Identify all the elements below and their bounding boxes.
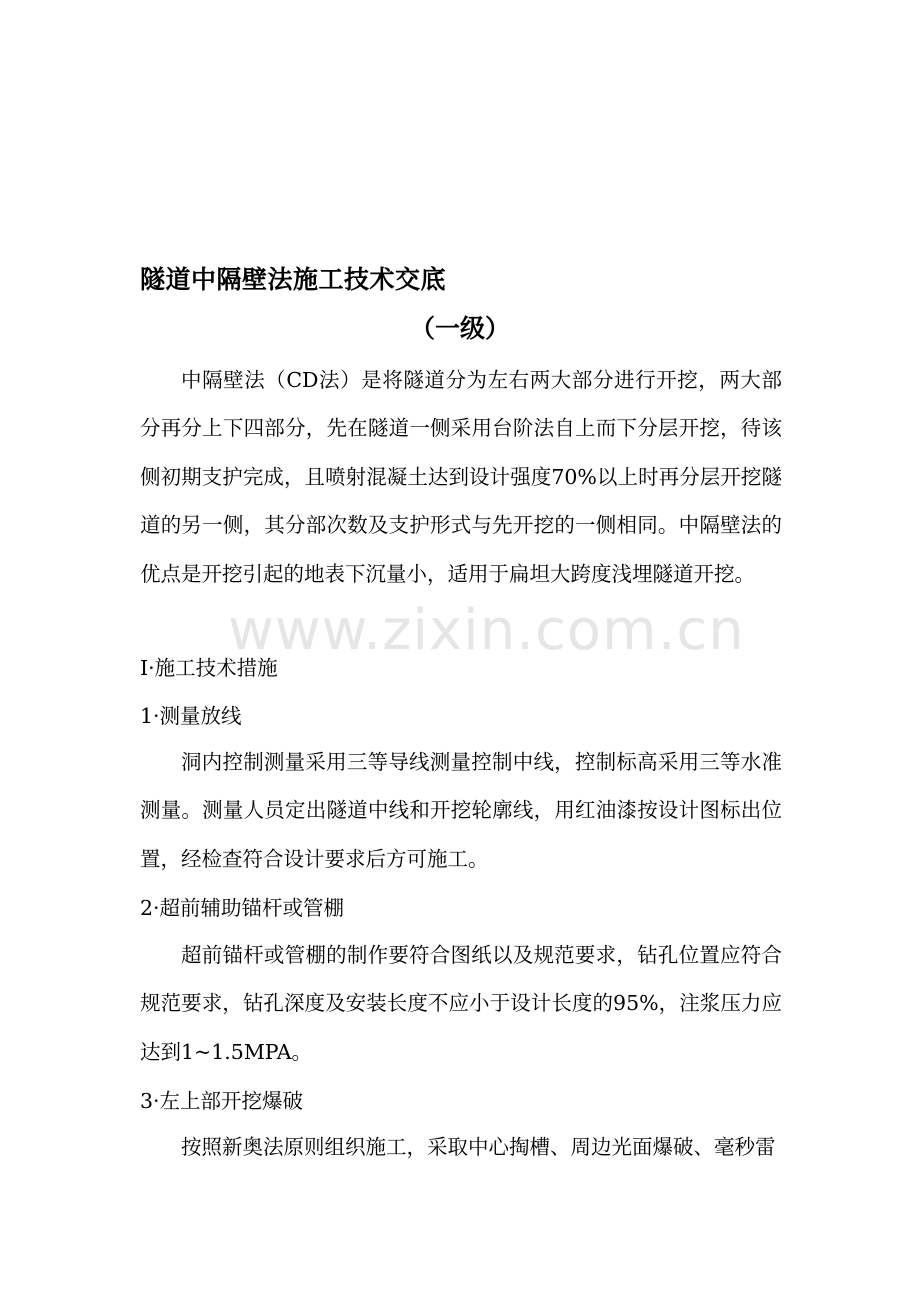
document-title: 隧道中隔壁法施工技术交底 <box>140 265 447 294</box>
subsection-body-3: 按照新奥法原则组织施工，采取中心掏槽、周边光面爆破、毫秒雷 <box>181 1135 776 1159</box>
watermark: www.zixin.com.cn <box>228 598 745 663</box>
subsection-body-2: 超前锚杆或管棚的制作要符合图纸以及规范要求，钻孔位置应符合规范要求，钻孔深度及安装长度不应小于设计长度的95%，注浆压力应达到1~1.5MPA。 <box>140 943 782 1064</box>
subsection-body-1: 洞内控制测量采用三等导线测量控制中线，控制标高采用三等水准测量。测量人员定出隧道中线和开挖轮廓线，用红油漆按设计图标出位置，经检查符合设计要求后方可施工。 <box>140 750 782 871</box>
subsection-heading-1: 1·测量放线 <box>140 704 242 728</box>
intro-paragraph: 中隔壁法（CD法）是将隧道分为左右两大部分进行开挖，两大部分再分上下四部分，先在隧道一侧采用台阶法自上而下分层开挖，待该侧初期支护完成，且喷射混凝土达到设计强度70%以上时再分层开挖隧道的另一侧，其分部次数及支护形式与先开挖的一侧相同。中隔壁法的优点是开挖引起的地表下沉量小，适用于扁坦大跨度浅埋隧道开挖。 <box>140 368 782 586</box>
section-heading: Ⅰ·施工技术措施 <box>140 656 278 680</box>
subsection-heading-3: 3·左上部开挖爆破 <box>140 1089 304 1113</box>
document-subtitle: （一级） <box>410 314 511 343</box>
subsection-heading-2: 2·超前辅助锚杆或管棚 <box>140 896 345 920</box>
